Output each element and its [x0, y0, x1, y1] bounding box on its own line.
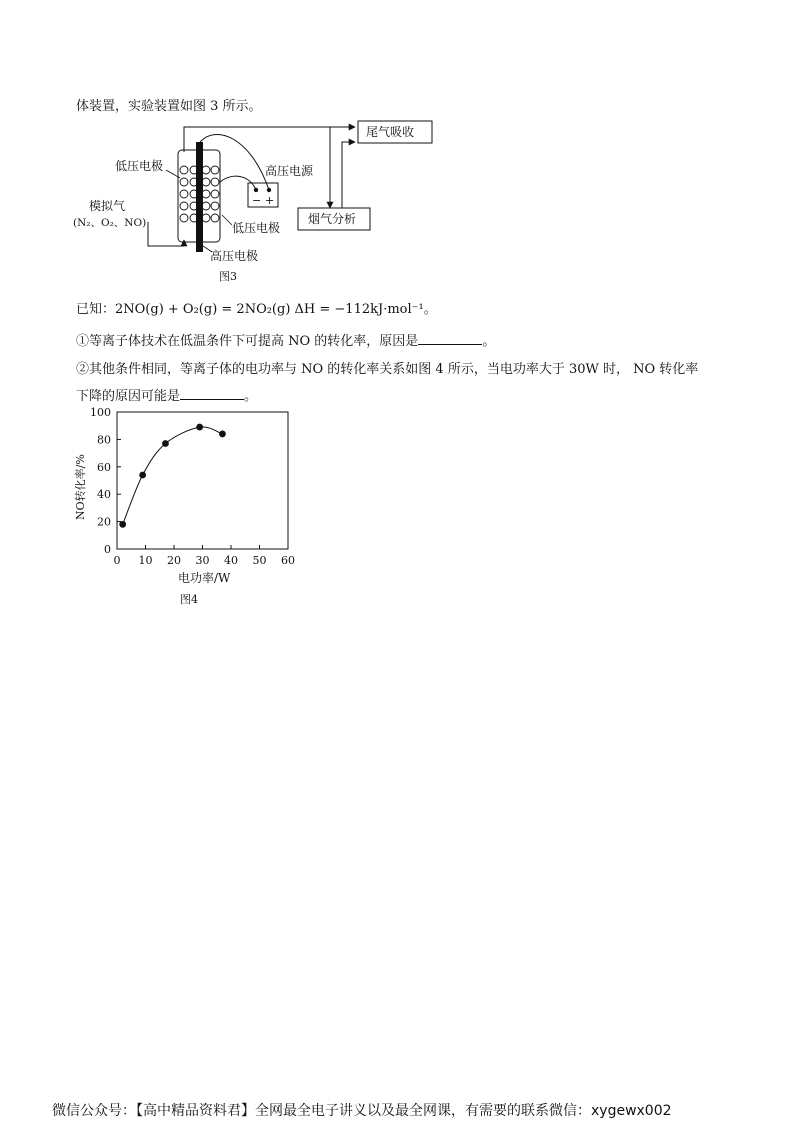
- figure3-caption: 图3: [219, 270, 237, 283]
- x-tick-label: 60: [281, 554, 295, 567]
- chart-caption: 图4: [180, 593, 198, 606]
- question-2-text: 下降的原因可能是: [76, 389, 181, 404]
- known-reaction: 已知：2NO(g) + O₂(g) = 2NO₂(g) ΔH = −112kJ·mol⁻¹。: [76, 302, 437, 317]
- y-tick-label: 20: [97, 515, 111, 529]
- x-tick-label: 10: [138, 554, 153, 567]
- x-tick-label: 0: [113, 554, 121, 567]
- label-high-voltage-source: 高压电源: [265, 164, 314, 178]
- x-tick-label: 40: [224, 554, 238, 567]
- y-tick-label: 100: [90, 406, 111, 419]
- fit-curve: [123, 427, 223, 524]
- question-1-end: 。: [482, 334, 496, 349]
- label-plus-sign: +: [265, 194, 275, 207]
- data-point: [219, 431, 226, 438]
- intro-line: 体装置，实验装置如图 3 所示。: [76, 99, 262, 114]
- label-high-voltage-electrode: 高压电极: [210, 249, 259, 263]
- footer-note: 微信公众号：【高中精品资料君】全网最全电子讲义以及最全网课，有需要的联系微信：xygewx002: [52, 1103, 672, 1119]
- question-2-end: 。: [244, 389, 258, 404]
- x-tick-label: 30: [195, 554, 210, 567]
- y-tick-label: 80: [97, 433, 111, 447]
- label-flue-gas-analysis: 烟气分析: [308, 212, 357, 226]
- question-1-text: ①等离子体技术在低温条件下可提高 NO 的转化率，原因是: [76, 334, 419, 349]
- data-point: [139, 472, 146, 479]
- y-tick-label: 60: [97, 460, 111, 474]
- data-point: [119, 521, 126, 528]
- label-low-voltage-electrode-top: 低压电极: [115, 159, 164, 173]
- chart-ylabel: NO转化率/%: [74, 454, 87, 520]
- chart-plot-frame: [117, 412, 288, 549]
- label-simulated-gas-components: (N₂、O₂、NO): [73, 217, 147, 229]
- y-tick-label: 0: [104, 543, 111, 556]
- question-2-line-1: ②其他条件相同，等离子体的电功率与 NO 的转化率关系如图 4 所示，当电功率大于 30W 时， NO 转化率: [76, 362, 699, 377]
- label-minus-sign: −: [252, 194, 262, 207]
- chart-xlabel: 电功率/W: [178, 571, 231, 585]
- label-tail-gas-absorption: 尾气吸收: [366, 125, 415, 139]
- label-simulated-gas: 模拟气: [89, 199, 126, 213]
- x-tick-label: 50: [252, 554, 267, 567]
- data-point: [196, 424, 203, 431]
- label-low-voltage-electrode-bottom: 低压电极: [232, 221, 281, 235]
- x-tick-label: 20: [167, 554, 181, 567]
- y-tick-label: 40: [97, 488, 111, 502]
- data-point: [162, 440, 169, 447]
